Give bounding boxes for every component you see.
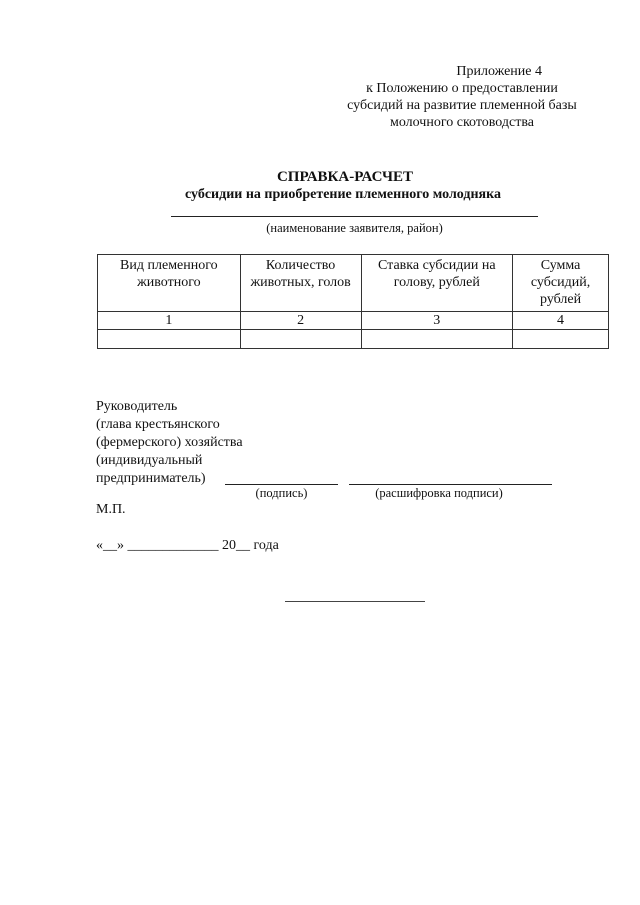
table-header-row (98, 255, 609, 312)
header-animal-type: Вид племенного животного (98, 255, 241, 312)
applicant-caption: (наименование заявителя, район) (266, 221, 443, 235)
signature-decoding-caption: (расшифровка подписи) (375, 486, 503, 500)
header-animal-count: Количество животных, голов (240, 255, 361, 312)
header-subsidy-sum: Сумма субсидий, рублей (513, 255, 609, 312)
header-subsidy-rate: Ставка субсидии на голову, рублей (361, 255, 513, 312)
empty-cell[interactable] (361, 330, 513, 349)
document-title: СПРАВКА-РАСЧЕТ (276, 169, 414, 185)
signature-caption: (подпись) (255, 486, 308, 500)
signer-line-1: Руководитель (96, 399, 178, 414)
table-number-row (98, 312, 609, 330)
column-number: 1 (98, 312, 241, 330)
signer-line-5: предприниматель) (96, 471, 206, 486)
signature-line (225, 484, 338, 485)
applicant-name-line (171, 216, 538, 217)
appendix-line-2: к Положению о предоставлении (366, 81, 558, 96)
empty-cell[interactable] (240, 330, 361, 349)
empty-cell[interactable] (513, 330, 609, 349)
document-subtitle: субсидии на приобретение племенного молодняка (185, 187, 501, 202)
appendix-header (322, 63, 602, 131)
signer-line-2: (глава крестьянского (96, 417, 220, 432)
column-number: 2 (240, 312, 361, 330)
date-line: «__» _____________ 20__ года (96, 538, 279, 553)
bottom-divider (285, 601, 425, 602)
signer-line-3: (фермерского) хозяйства (96, 435, 243, 450)
signature-decoding-line (349, 484, 552, 485)
table-empty-row (98, 330, 609, 349)
appendix-line-4: молочного скотоводства (390, 115, 534, 130)
appendix-line-3: субсидий на развитие племенной базы (347, 98, 577, 113)
empty-cell[interactable] (98, 330, 241, 349)
signer-line-4: (индивидуальный (96, 453, 203, 468)
appendix-line-1: Приложение 4 (456, 64, 542, 79)
signer-block (96, 398, 243, 488)
calculation-table (97, 254, 609, 349)
column-number: 3 (361, 312, 513, 330)
column-number: 4 (513, 312, 609, 330)
stamp-place: М.П. (96, 502, 126, 517)
